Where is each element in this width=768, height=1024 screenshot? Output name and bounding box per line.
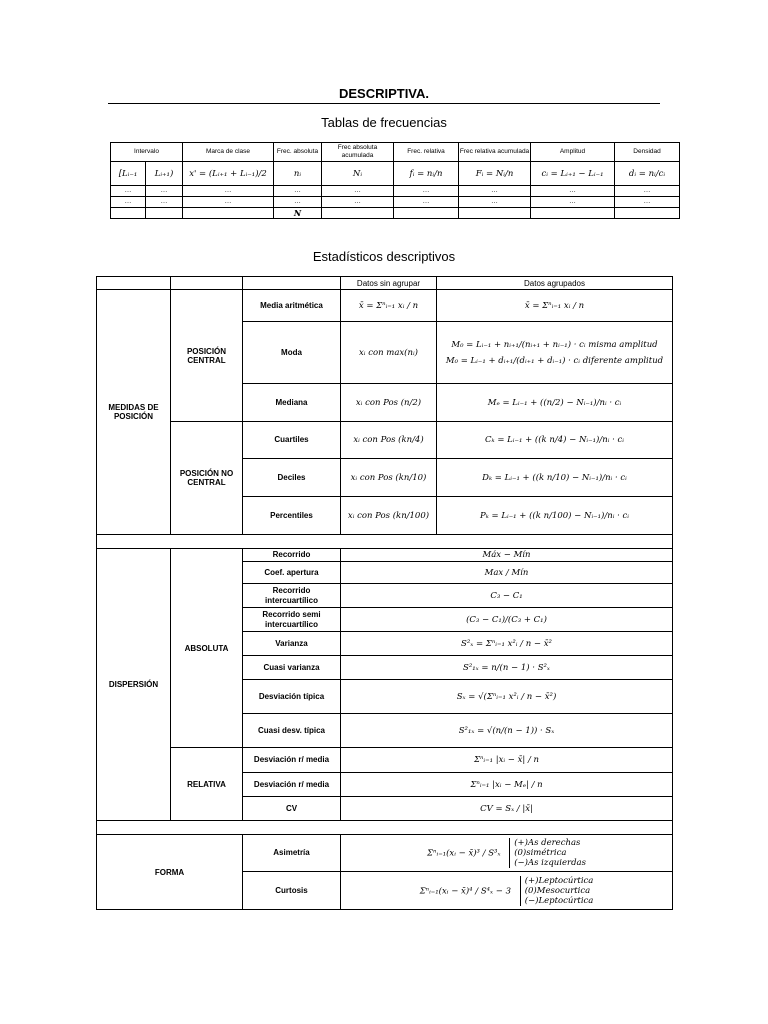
group-medidas-posicion: MEDIDAS DE POSICIÓN [97, 290, 171, 535]
media-agrupados: x̄ = Σⁿᵢ₌₁ xᵢ / n [437, 290, 673, 322]
dots: … [615, 197, 680, 208]
curtosis-case: (−)Leptocúrtica [524, 895, 594, 906]
moda-misma-amplitud: M₀ = Lᵢ₋₁ + nᵢ₊₁/(nᵢ₊₁ + nᵢ₋₁) · cᵢ misma amplitud [451, 339, 658, 350]
curtosis-case: (+)Leptocúrtica [524, 875, 594, 886]
freq-header-marca: Marca de clase [183, 143, 274, 162]
deciles-sin-agrupar: xᵢ con Pos (kn/10) [341, 459, 437, 497]
cuasi-varianza-formula: S²₁ₓ = n/(n − 1) · S²ₓ [341, 656, 673, 680]
asimetria-formula [341, 835, 673, 872]
freq-header-abs-acum: Frec absoluta acumulada [322, 143, 394, 162]
recorrido-intercuartilico-formula: C₃ − C₁ [341, 584, 673, 608]
desviacion-media-formula: Σⁿᵢ₌₁ |xᵢ − x̄| / n [341, 748, 673, 773]
freq-upper-limit: Lᵢ₊₁) [146, 162, 183, 186]
row-desviacion-mediana: Desviación r/ media [243, 773, 341, 797]
frequency-table [110, 142, 680, 219]
freq-lower-limit: [Lᵢ₋₁ [111, 162, 146, 186]
freq-header-rel: Frec. relativa [394, 143, 459, 162]
freq-rel: fᵢ = nᵢ/n [394, 162, 459, 186]
dots: … [146, 186, 183, 197]
row-media: Media aritmética [243, 290, 341, 322]
group-dispersion: DISPERSIÓN [97, 549, 171, 821]
cuartiles-agrupados: Cₖ = Lᵢ₋₁ + ((k n/4) − Nᵢ₋₁)/nᵢ · cᵢ [437, 422, 673, 459]
freq-header-rel-acum: Frec relativa acumulada [459, 143, 531, 162]
document-title: DESCRIPTIVA. [338, 86, 430, 101]
col-header-agrupados: Datos agrupados [437, 277, 673, 290]
dots: … [394, 197, 459, 208]
cuasi-desv-tipica-formula: S²₁ₓ = √(n/(n − 1)) · Sₓ [341, 714, 673, 748]
spacer-row [97, 535, 673, 549]
mediana-sin-agrupar: xᵢ con Pos (n/2) [341, 384, 437, 422]
empty-cell [243, 277, 341, 290]
group-forma: FORMA [97, 835, 243, 910]
freq-rel-acum: Fᵢ = Nᵢ/n [459, 162, 531, 186]
empty-cell [146, 208, 183, 219]
moda-diferente-amplitud: M₀ = Lᵢ₋₁ + dᵢ₊₁/(dᵢ₊₁ + dᵢ₋₁) · cᵢ diferente amplitud [445, 355, 664, 366]
row-recorrido-intercuartilico: Recorrido intercuartílico [243, 584, 341, 608]
row-deciles: Deciles [243, 459, 341, 497]
dots: … [322, 186, 394, 197]
empty-cell [111, 208, 146, 219]
row-desviacion-tipica: Desviación típica [243, 680, 341, 714]
desviacion-tipica-formula: Sₓ = √(Σⁿᵢ₌₁ x²ᵢ / n − x̄²) [341, 680, 673, 714]
freq-abs: nᵢ [274, 162, 322, 186]
empty-cell [615, 208, 680, 219]
freq-header-abs: Frec. absoluta [274, 143, 322, 162]
row-asimetria: Asimetría [243, 835, 341, 872]
row-varianza: Varianza [243, 632, 341, 656]
curtosis-case: (0)Mesocurtica [524, 885, 591, 896]
percentiles-sin-agrupar: xᵢ con Pos (kn/100) [341, 497, 437, 535]
dots: … [111, 186, 146, 197]
dots: … [274, 197, 322, 208]
coef-apertura-formula: Max / Mín [341, 562, 673, 584]
row-percentiles: Percentiles [243, 497, 341, 535]
dots: … [146, 197, 183, 208]
empty-cell [531, 208, 615, 219]
freq-formula-row [111, 162, 680, 186]
dots: … [531, 186, 615, 197]
freq-abs-acum: Nᵢ [322, 162, 394, 186]
row-cuartiles: Cuartiles [243, 422, 341, 459]
moda-agrupados [437, 322, 673, 384]
dots: … [111, 197, 146, 208]
empty-cell [183, 208, 274, 219]
empty-cell [171, 277, 243, 290]
row-desviacion-media: Desviación r/ media [243, 748, 341, 773]
varianza-formula: S²ₓ = Σⁿᵢ₌₁ x²ᵢ / n − x̄² [341, 632, 673, 656]
row-cuasi-varianza: Cuasi varianza [243, 656, 341, 680]
asimetria-case: (−)As izquierdas [514, 858, 586, 868]
dots: … [274, 186, 322, 197]
dots: … [183, 197, 274, 208]
freq-densidad: dᵢ = nᵢ/cᵢ [615, 162, 680, 186]
freq-dots-row [111, 186, 680, 197]
curtosis-formula [341, 872, 673, 910]
stats-table [96, 276, 673, 910]
subgroup-absoluta: ABSOLUTA [171, 549, 243, 748]
subgroup-posicion-central: POSICIÓN CENTRAL [171, 290, 243, 422]
empty-cell [97, 277, 171, 290]
cv-formula: CV = Sₓ / |x̄| [341, 797, 673, 821]
empty-cell [394, 208, 459, 219]
freq-amplitud: cᵢ = Lᵢ₊₁ − Lᵢ₋₁ [531, 162, 615, 186]
dots: … [459, 197, 531, 208]
freq-section-title: Tablas de frecuencias [321, 115, 447, 130]
stats-section-title: Estadísticos descriptivos [312, 249, 456, 264]
col-header-sin-agrupar: Datos sin agrupar [341, 277, 437, 290]
subgroup-relativa: RELATIVA [171, 748, 243, 821]
curtosis-cases [520, 876, 594, 906]
deciles-agrupados: Dₖ = Lᵢ₋₁ + ((k n/10) − Nᵢ₋₁)/nᵢ · cᵢ [437, 459, 673, 497]
freq-total-row [111, 208, 680, 219]
dots: … [459, 186, 531, 197]
dots: … [183, 186, 274, 197]
dots: … [615, 186, 680, 197]
dots: … [322, 197, 394, 208]
asimetria-expression: Σⁿᵢ₌₁(xᵢ − x̄)³ / S³ₓ [427, 848, 501, 859]
row-recorrido-semi: Recorrido semi intercuartílico [243, 608, 341, 632]
empty-cell [322, 208, 394, 219]
asimetria-case: (0)simétrica [514, 848, 567, 858]
row-cuasi-desv-tipica: Cuasi desv. típica [243, 714, 341, 748]
freq-total-n: N [274, 208, 322, 219]
moda-sin-agrupar: xᵢ con max(nᵢ) [341, 322, 437, 384]
row-moda: Moda [243, 322, 341, 384]
spacer-cell [97, 535, 673, 549]
freq-class-mark: x' = (Lᵢ₊₁ + Lᵢ₋₁)/2 [183, 162, 274, 186]
title-divider [108, 103, 660, 104]
freq-header-intervalo: Intervalo [111, 143, 183, 162]
dots: … [394, 186, 459, 197]
subgroup-posicion-no-central: POSICIÓN NO CENTRAL [171, 422, 243, 535]
spacer-row [97, 821, 673, 835]
recorrido-semi-formula: (C₃ − C₁)/(C₃ + C₁) [341, 608, 673, 632]
asimetria-cases [509, 838, 586, 868]
desviacion-mediana-formula: Σⁿᵢ₌₁ |xᵢ − Mₑ| / n [341, 773, 673, 797]
row-cv: CV [243, 797, 341, 821]
row-coef-apertura: Coef. apertura [243, 562, 341, 584]
recorrido-formula: Máx − Mín [341, 549, 673, 562]
empty-cell [459, 208, 531, 219]
freq-header-densidad: Densidad [615, 143, 680, 162]
percentiles-agrupados: Pₖ = Lᵢ₋₁ + ((k n/100) − Nᵢ₋₁)/nᵢ · cᵢ [437, 497, 673, 535]
row-curtosis: Curtosis [243, 872, 341, 910]
row-recorrido: Recorrido [243, 549, 341, 562]
freq-dots-row [111, 197, 680, 208]
freq-header-amplitud: Amplitud [531, 143, 615, 162]
cuartiles-sin-agrupar: xᵢ con Pos (kn/4) [341, 422, 437, 459]
curtosis-expression: Σⁿᵢ₌₁(xᵢ − x̄)⁴ / S⁴ₓ − 3 [419, 886, 511, 896]
row-mediana: Mediana [243, 384, 341, 422]
media-sin-agrupar: x̄ = Σⁿᵢ₌₁ xᵢ / n [341, 290, 437, 322]
spacer-cell [97, 821, 673, 835]
mediana-agrupados: Mₑ = Lᵢ₋₁ + ((n/2) − Nᵢ₋₁)/nᵢ · cᵢ [437, 384, 673, 422]
dots: … [531, 197, 615, 208]
asimetria-case: (+)As derechas [514, 838, 581, 848]
